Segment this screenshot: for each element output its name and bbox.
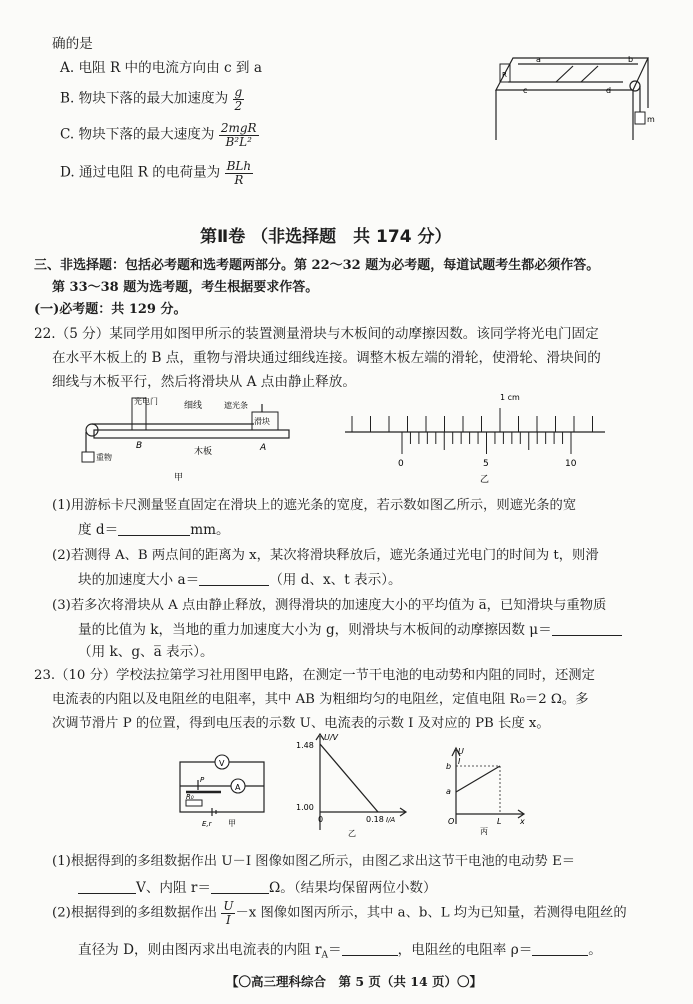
q23-ui-graph <box>296 730 416 838</box>
apparatus-label-slider: 滑块 <box>254 417 270 426</box>
option-c-fraction: $\frac{\text{2mgR}}{\text{B²L²}}$ <box>220 121 257 149</box>
ux-b: b <box>446 762 452 771</box>
q22-part2-a: (2)若测得 A、B 两点间的距离为 x，某次将滑块释放后，遮光条通过光电门的时间为 t，则滑 <box>52 548 599 563</box>
stem-tail: 确的是 <box>52 36 93 52</box>
ux-y-label: U <box>458 747 464 756</box>
rails-figure <box>478 50 668 150</box>
q22-part2-b: 块的加速度大小 a＝ （用 d、x、t 表示）。 <box>78 572 402 588</box>
vernier-label-10: 10 <box>565 459 577 469</box>
ui-x-val: 0.18 <box>366 815 384 824</box>
vernier-label-5: 5 <box>483 459 489 469</box>
ux-origin: O <box>448 817 455 826</box>
q22-vernier-figure <box>340 390 610 485</box>
q22-d-blank[interactable] <box>118 521 190 536</box>
q22-part3-b: 量的比值为 k，当地的重力加速度大小为 g，则滑块与木板间的动摩擦因数 μ＝ <box>78 618 622 638</box>
q22-line-2: 在水平木板上的 B 点，重物与滑块通过细线连接。调整木板左端的滑轮，使滑轮、滑块间的 <box>52 350 601 366</box>
q23-line-2: 电流表的内阻以及电阻丝的电阻率，其中 AB 为粗细均匀的电阻丝，定值电阻 R₀＝2 Ω。多 <box>52 692 589 707</box>
q23-part1-b: V、内阻 r＝ Ω。（结果均保留两位小数） <box>78 876 437 896</box>
ux-y-label-2: I <box>458 757 461 766</box>
ux-caption: 丙 <box>480 827 488 836</box>
q22-mu-blank[interactable] <box>552 621 622 636</box>
q23-part1-a: (1)根据得到的多组数据作出 U－I 图像如图乙所示，由图乙求出这节干电池的电动势 E＝ <box>52 854 576 869</box>
ui-caption: 乙 <box>348 829 356 838</box>
q22-line-3: 细线与木板平行，然后将滑块从 A 点由静止释放。 <box>52 374 356 390</box>
apparatus-label-b: B <box>136 441 143 451</box>
ui-y-top: 1.48 <box>296 741 314 750</box>
circuit-caption: 甲 <box>228 819 236 828</box>
q23-line-3: 次调节滑片 P 的位置，得到电压表的示数 U、电流表的示数 I 及对应的 PB 长度 x。 <box>52 716 550 731</box>
vernier-unit: 1 cm <box>500 393 520 402</box>
option-b: B. 物块下落的最大加速度为 $\frac{g}{2}$ <box>60 85 243 113</box>
rails-label-a: a <box>536 55 541 64</box>
circuit-label-p: P <box>200 776 205 784</box>
vernier-label-0: 0 <box>398 459 404 469</box>
section-title: 第Ⅱ卷 （非选择题 共 174 分） <box>200 227 452 247</box>
section-intro-2: 第 33～38 题为选考题，考生根据要求作答。 <box>52 280 319 295</box>
q23-e-blank[interactable] <box>78 879 136 894</box>
q23-r-blank[interactable] <box>211 879 269 894</box>
q22-part1-a: (1)用游标卡尺测量竖直固定在滑块上的遮光条的宽度，若示数如图乙所示，则遮光条的宽 <box>52 498 577 513</box>
apparatus-label-weight: 重物 <box>96 453 112 462</box>
apparatus-label-a: A <box>260 443 267 453</box>
q22-part1-b: 度 d＝ mm。 <box>78 522 230 538</box>
ux-a: a <box>446 787 451 796</box>
apparatus-label-string: 细线 <box>184 401 203 411</box>
ui-x-label: I/A <box>386 816 396 824</box>
vernier-caption: 乙 <box>480 475 490 485</box>
option-a: A. 电阻 R 中的电流方向由 c 到 a <box>60 60 262 76</box>
q23-circuit-figure <box>176 752 271 832</box>
option-d-fraction: $\frac{\text{BLh}}{R}$ <box>226 159 252 187</box>
ui-y-label: U/V <box>324 733 339 742</box>
ux-l: L <box>497 817 502 826</box>
option-b-fraction: $\frac{g}{2}$ <box>234 85 243 113</box>
circuit-label-a: A <box>235 783 241 792</box>
rails-label-m: m <box>647 115 655 124</box>
q22-a-blank[interactable] <box>199 571 269 586</box>
q22-part3-c: （用 k、g、a̅ 表示）。 <box>78 644 214 660</box>
q23-ux-graph <box>440 744 530 836</box>
ui-origin: 0 <box>318 815 324 824</box>
rails-label-c: c <box>523 86 528 95</box>
q23-part2-a: (2)根据得到的多组数据作出 $\frac{U}{I}$ －x 图像如图丙所示，其中 a、b、L 均为已知量，若测得电阻丝的 <box>52 899 627 927</box>
option-c: C. 物块下落的最大速度为 $\frac{\text{2mgR}}{\text{B²L²}}$ <box>60 121 257 149</box>
q22-apparatus-figure <box>74 390 304 485</box>
q23-ui-fraction: $\frac{U}{I}$ <box>223 899 234 927</box>
rails-label-b: b <box>628 55 634 64</box>
circuit-label-er: E,r <box>202 820 212 828</box>
q23-line-1: 23.（10 分）学校法拉第学习社用图甲电路，在测定一节干电池的电动势和内阻的同时，还测定 <box>34 668 595 683</box>
apparatus-caption: 甲 <box>174 473 184 483</box>
apparatus-label-shade: 遮光条 <box>224 401 248 410</box>
required-header: (一)必考题：共 129 分。 <box>34 302 187 317</box>
q23-ra-blank[interactable] <box>342 941 398 956</box>
ux-x: x <box>520 817 525 826</box>
option-d: D. 通过电阻 R 的电荷量为 $\frac{\text{BLh}}{R}$ <box>60 159 252 187</box>
q23-part2-b: 直径为 D，则由图丙求出电流表的内阻 $r_A=$ ，电阻丝的电阻率 ρ＝ 。 <box>78 942 602 961</box>
q22-line-1: 22.（5 分）某同学用如图甲所示的装置测量滑块与木板间的动摩擦因数。该同学将光电门固定 <box>34 326 599 342</box>
apparatus-label-board: 木板 <box>194 447 213 457</box>
section-intro-1: 三、非选择题：包括必考题和选考题两部分。第 22～32 题为必考题，每道试题考生都必须作答。 <box>34 258 600 273</box>
apparatus-label-photogate: 光电门 <box>134 397 158 406</box>
circuit-label-v: V <box>219 759 225 768</box>
ui-y-bottom: 1.00 <box>296 803 314 812</box>
page-footer: 【〇高三理科综合 第 5 页（共 14 页）〇】 <box>226 974 483 989</box>
circuit-label-r0: R₀ <box>186 793 194 801</box>
rails-label-r: R <box>502 71 507 79</box>
q23-rho-blank[interactable] <box>532 941 588 956</box>
q22-part3-a: (3)若多次将滑块从 A 点由静止释放，测得滑块的加速度大小的平均值为 a̅，已知滑块与重物质 <box>52 598 607 613</box>
rails-label-d: d <box>606 86 612 95</box>
